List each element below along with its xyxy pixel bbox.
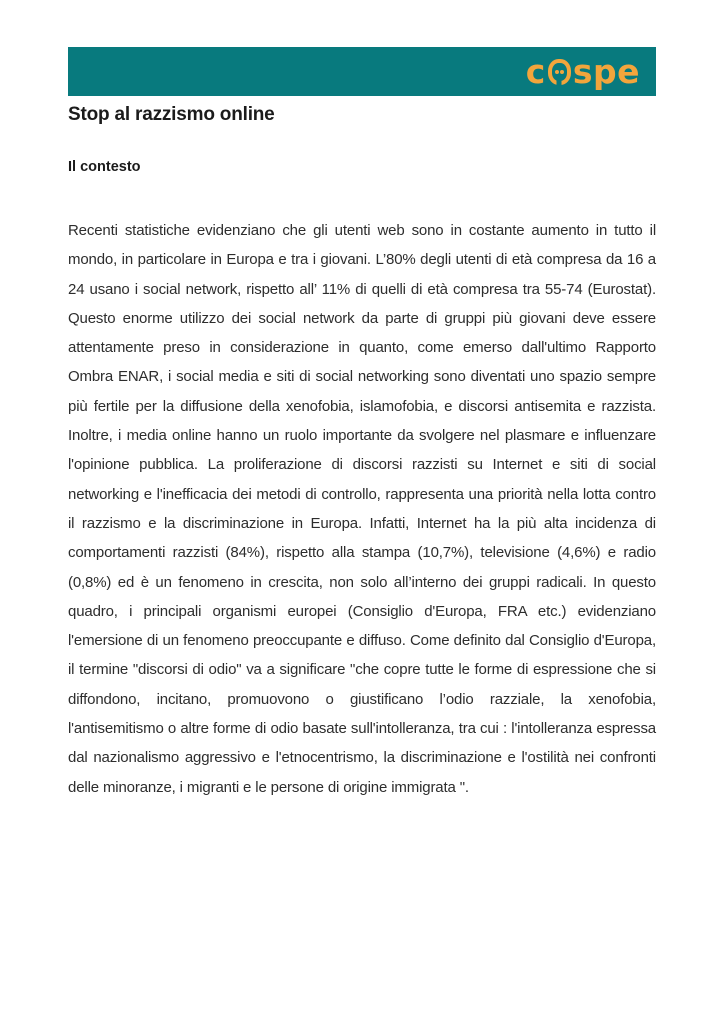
logo-right-eye-dot	[560, 70, 564, 74]
body-paragraph: Recenti statistiche evidenziano che gli utenti web sono in costante aumento in tutto il mondo, in particolare in Europa e tra i giovani. L’80% degli utenti di età compresa da 16 a 24 usano i social network, rispetto all’ 11% di quelli di età compresa tra 55-74 (Eurostat). Questo enorme utilizzo dei social network da parte di gruppi più giovani deve essere attentamente preso in considerazione in quanto, come emerso dall'ultimo Rapporto Ombra ENAR, i social media e siti di social networking sono diventati uno spazio sempre più fertile per la diffusione della xenofobia, islamofobia, e discorsi antisemita e razzista. Inoltre, i media online hanno un ruolo importante da svolgere nel plasmare e influenzare l'opinione pubblica. La proliferazione di discorsi razzisti su Internet e siti di social networking e l'inefficacia dei metodi di controllo, rappresenta una priorità nella lotta contro il razzismo e la discriminazione in Europa. Infatti, Internet ha la più alta incidenza di comportamenti razzisti (84%), rispetto alla stampa (10,7%), televisione (4,6%) e radio (0,8%) ed è un fenomeno in crescita, non solo all’interno dei gruppi radicali. In questo quadro, i principali organismi europei (Consiglio d'Europa, FRA etc.) evidenziano l'emersione di un fenomeno preoccupante e diffuso. Come definito dal Consiglio d'Europa, il termine "discorsi di odio" va a significare "che copre tutte le forme di espressione che si diffondono, incitano, promuovono o giustificano l’odio razziale, la xenofobia, l'antisemitismo o altre forme di odio basate sull'intolleranza, tra cui : l'intolleranza espressa dal nazionalismo aggressivo e l'etnocentrismo, la discriminazione e l'ostilità nei confronti delle minoranze, i migranti e le persone di origine immigrata ".	[68, 222, 656, 796]
section-heading: Il contesto	[68, 159, 141, 175]
logo-left-eye-dot	[555, 70, 559, 74]
header-banner	[68, 47, 656, 96]
logo-smiley-o-icon	[548, 59, 571, 85]
logo-letter-c: c	[525, 52, 546, 91]
logo-letters-spe: spe	[572, 52, 640, 91]
document-title: Stop al razzismo online	[68, 104, 275, 125]
logo-stencil-notch	[557, 80, 562, 86]
cospe-logo	[525, 52, 640, 91]
